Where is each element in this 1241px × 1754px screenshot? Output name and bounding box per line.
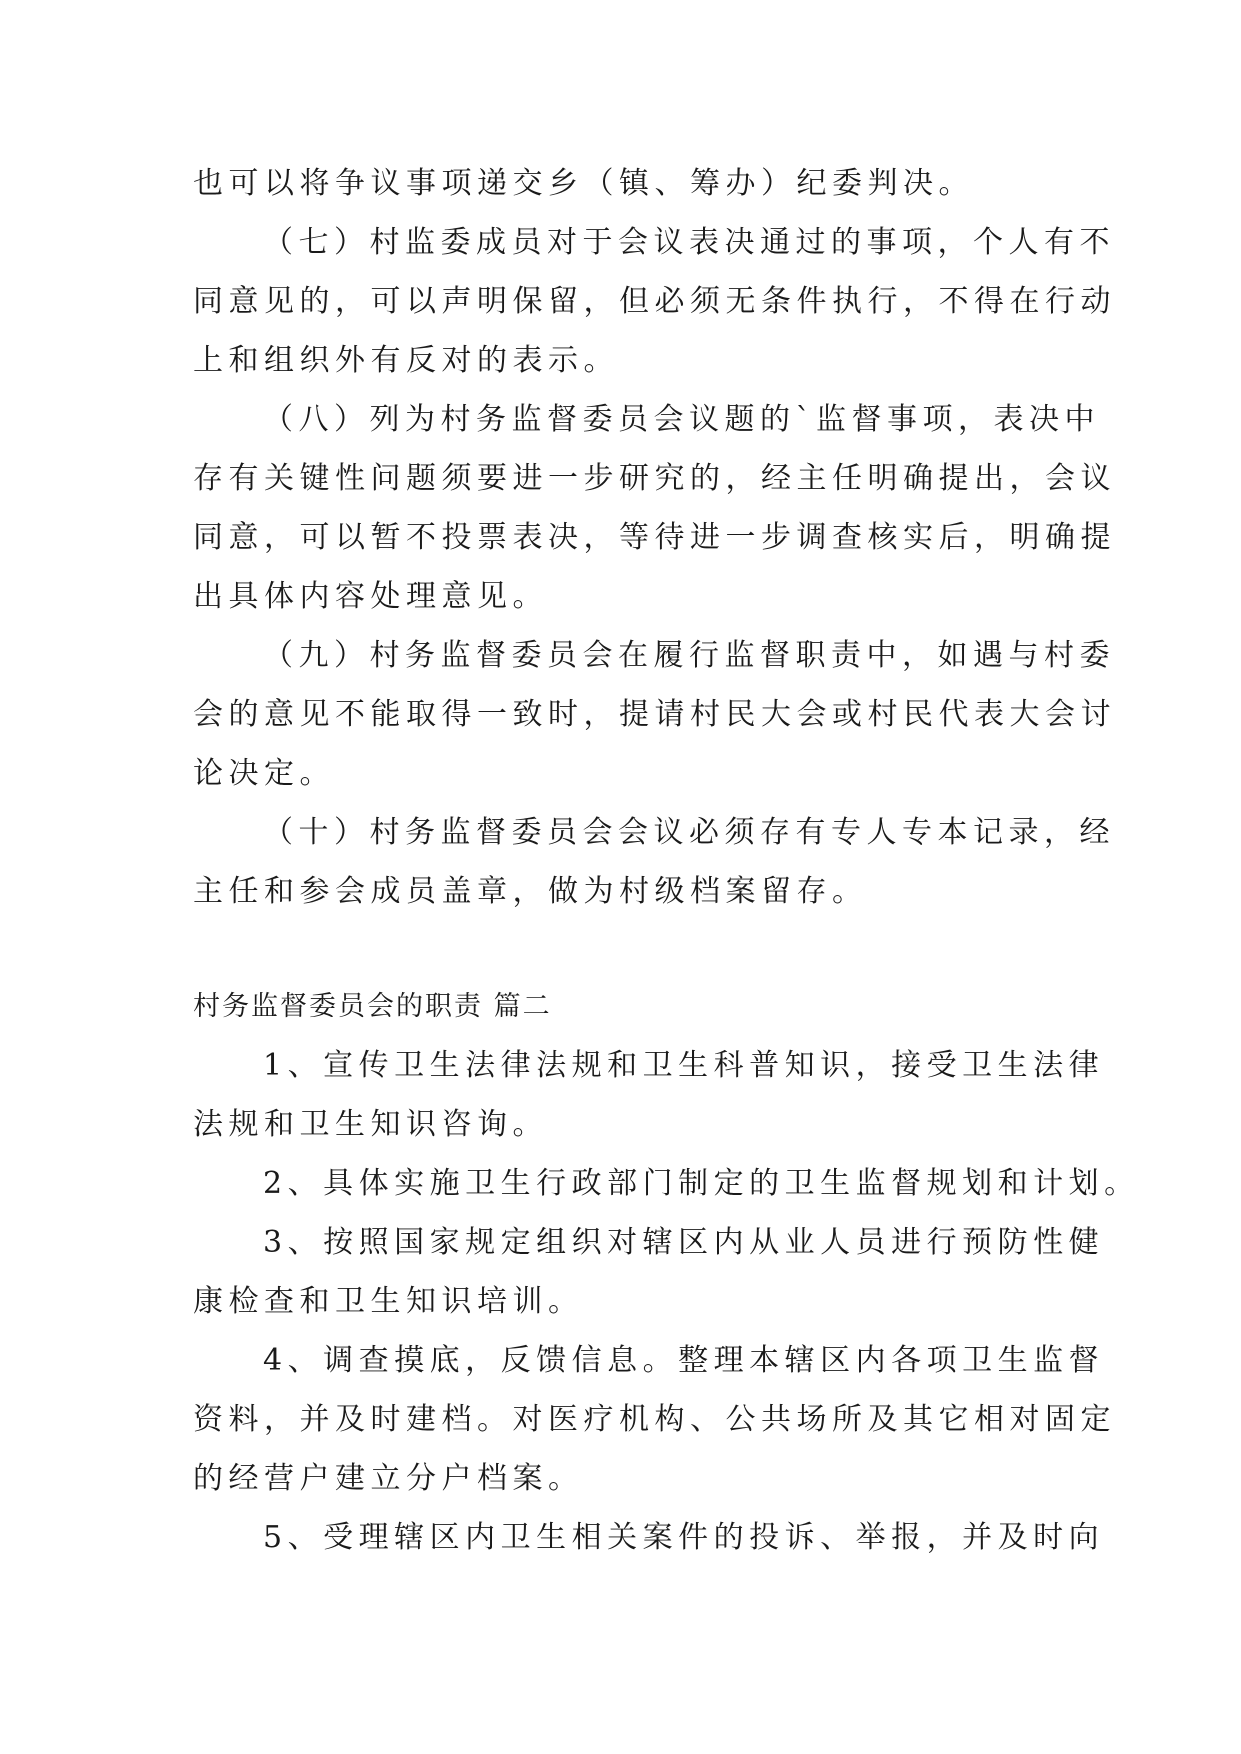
section-gap xyxy=(193,921,1053,977)
text-line: （八）列为村务监督委员会议题的`监督事项，表决中 xyxy=(263,402,1100,437)
text-line: 存有关键性问题须要进一步研究的，经主任明确提出，会议 xyxy=(193,461,1116,496)
text-line: 1、宣传卫生法律法规和卫生科普知识，接受卫生法律 xyxy=(263,1048,1105,1083)
text-line: 论决定。 xyxy=(193,756,335,791)
text-line: 的经营户建立分户档案。 xyxy=(193,1461,584,1496)
text-line: 同意见的，可以声明保留，但必须无条件执行，不得在行动 xyxy=(193,284,1116,319)
section-heading: 村务监督委员会的职责 篇二 xyxy=(193,991,552,1022)
text-line: （九）村务监督委员会在履行监督职责中，如遇与村委 xyxy=(263,638,1115,673)
text-line: 2、具体实施卫生行政部门制定的卫生监督规划和计划。 xyxy=(263,1166,1140,1201)
text-line: 5、受理辖区内卫生相关案件的投诉、举报，并及时向 xyxy=(263,1520,1105,1555)
text-line: （十）村务监督委员会会议必须存有专人专本记录，经 xyxy=(263,815,1115,850)
text-line: 康检查和卫生知识培训。 xyxy=(193,1284,584,1319)
document-body xyxy=(193,154,1140,1567)
text-line: 主任和参会成员盖章，做为村级档案留存。 xyxy=(193,874,868,909)
text-line: 会的意见不能取得一致时，提请村民大会或村民代表大会讨 xyxy=(193,697,1116,732)
text-line: 上和组织外有反对的表示。 xyxy=(193,343,619,378)
text-line: 也可以将争议事项递交乡（镇、筹办）纪委判决。 xyxy=(193,166,974,201)
text-line: 3、按照国家规定组织对辖区内从业人员进行预防性健 xyxy=(263,1225,1105,1260)
text-line: 法规和卫生知识咨询。 xyxy=(193,1107,548,1142)
text-line: 同意，可以暂不投票表决，等待进一步调查核实后，明确提 xyxy=(193,520,1116,555)
text-line: 4、调查摸底，反馈信息。整理本辖区内各项卫生监督 xyxy=(263,1343,1105,1378)
text-line: （七）村监委成员对于会议表决通过的事项，个人有不 xyxy=(263,225,1115,260)
text-line: 资料，并及时建档。对医疗机构、公共场所及其它相对固定 xyxy=(193,1402,1116,1437)
text-line: 出具体内容处理意见。 xyxy=(193,579,548,614)
